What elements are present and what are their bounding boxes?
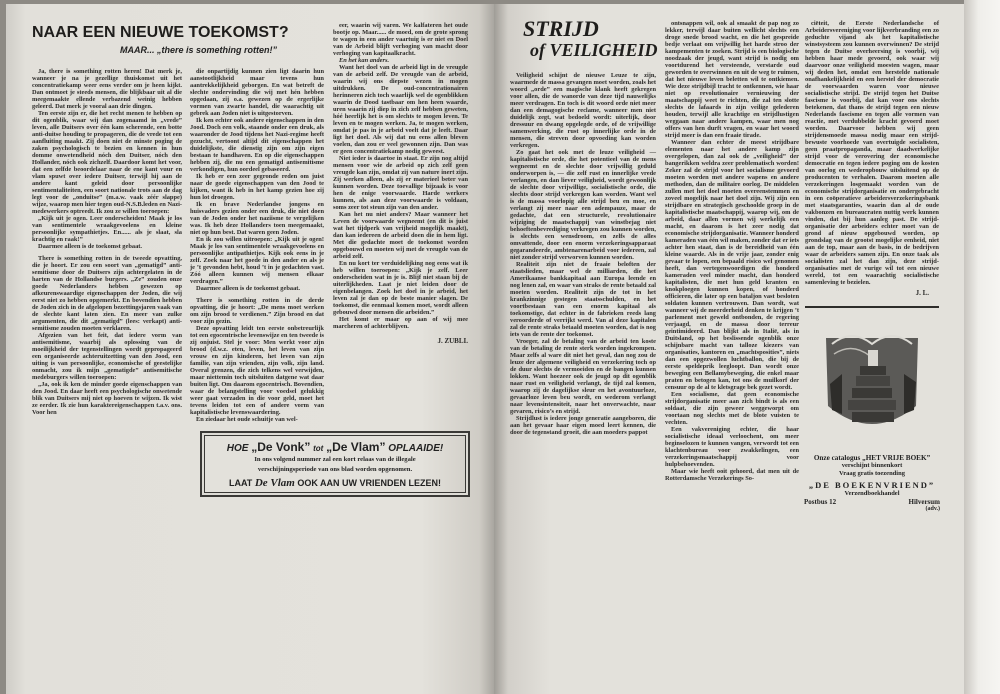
paragraph: Daarmee alleen is de toekomst gebaat. (196, 285, 301, 292)
right-column-3-block (805, 20, 939, 512)
right-column-2 (665, 20, 799, 482)
right-column-1 (510, 72, 656, 436)
ad-footer-logo: De Vlam (254, 477, 295, 489)
ad-heading-text: OPLAAIDE! (388, 443, 444, 454)
right-column-3 (805, 20, 939, 286)
article-title-line-1: STRIJD (523, 16, 599, 41)
paragraph: Ik ken echter ook andere eigenschappen in den Jood. Doch een volk, staande onder een druk, als waaronder de Jood tijdens het Nazi-regime heeft gezucht, vertoont altijd dít eigenschappen het duidelijkste, die dienstig zijn om zijn eigen bestaan te handhaven. En op die eigenschappen hebben zij, die nu een gematigd antisemitisme verkondigen, hun oordeel gebaseerd. (190, 117, 324, 173)
ad-heading-text: tot (313, 444, 324, 453)
left-column-row (190, 22, 468, 423)
paragraph: Een vakvereniging echter, die haar socialistische ideaal verloochent, om meer beginselozen te kunnen vangen, verwordt tot een klachtenbureau voor zwakkelingen, een verzekeringsmaatschappij voor hulpbehoevenden. (665, 426, 799, 468)
paragraph: Vroeger, zal de betaling van de arbeid ten koste van de betaling de rente sterk worden ingekrompen. Maar zelfs al ware dit niet het geval, dan nog zou de leuze der algemene veiligheid en verzekering toch op de duur slechts de vermoeiden en de bangen kunnen lokken. Want hoezeer ook de jeugd op dit ogenblik naar rust en veiligheid verlangt, de tijd zal komen, waarop zij de dagelijkse sleur en het avontuurloze, gevaarloze leven beu wordt, en wederom verlangt naar levensintensiteit, naar het onverwachte, naar gevaren, risico’s en strijd. (510, 338, 656, 415)
stacked-books-icon (812, 314, 932, 444)
shop-type: Verzendboekhandel (844, 490, 900, 497)
ad-heading-text: HOE (226, 443, 249, 454)
paragraph: Niet ieder is daartoe in staat. Er zijn nog altijd mensen voor wie de arbeid op zich zelf geen vreugde kan zijn, omdat zij van nature inert zijn. Zij werken alleen, als zij er materieel beter van kunnen worden. Deze toevallige bijzaak is voor hen de enige voorwaarde. Harde werkers kunnen, als aan deze voorwaarde is voldaan, soms zeer tot steun zijn van den ander. (333, 155, 468, 211)
paragraph: Ja, there is something rotten heren! Dat merk je, wanneer je na je gezellige thuiskomst uit het concentratiekamp weer eens verder om je heen kijkt. Dan ontmoet je steeds mensen, die blijkbaar uit al die meegemaakte ellende verbazend weinig hebben geleerd. Dat merk je vooral aan drie dingen. (32, 68, 182, 110)
catalogue-title: Onze catalogus „HET VRIJE BOEK” (813, 454, 931, 462)
paragraph: Afgezien van het feit, dat iedere vorm van antisemitisme, waarbij als oplossing van de moeilijkheid der tegenstellingen wordt gepropageerd een organiseerde achteruitzetting van den Jood, een uiting is van persoonlijke, economische of geestelijke onmacht, zou ik mijn „gematigde” antisemitische medeburgers willen toeroepen: (32, 332, 182, 381)
page-edge (964, 0, 1000, 694)
paragraph: Een socialisme, dat geen economische strijdorganisatie meer aan zich bindt is als een soldaat, die zijn geweer weggeworpt om voortaan nog slechts met de blote vuisten te vechten. (665, 391, 799, 426)
paragraph: There is something rotten in de derde opvatting, die je hoort: „De mens moet werken om zijn brood te verdienen.” Zijn brood en dat voor zijn gezin. (190, 297, 324, 325)
paragraph: Deze opvatting leidt ten eerste onbetreurlijk tot een egocentrische levenswijze en ten tweede is zij onjuist. Stel je voor: Men werkt voor zijn brood (d.w.z. eten, leven, het leven van zijn vrouw en zijn kinderen, het leven van zijn familie, van zijn vrienden, zijn volk, zijn land. Overal grenzen, die zich telkens wel verwijden, maar niettemin toch uitsluiten datgene wat daar buiten ligt. Om daarom egocentrisch. Bovendien, waar de belangstelling voor voedsel gelukkig weer gaat verzaden in die voor geld, moet het tevens leiden tot een of andere vorm van kapitalistische levenswaardering. (190, 325, 324, 416)
paragraph: En ik zou willen uitroepen: „Kijk uit je ogen! Maak je los van sentimentele wraakgevoelens en persoonlijke antipathietjes. Kijk ook eens in je zelf. Zoek naar het goede in den ander en als je je ’t gevonden hebt, houd ’t in je gedachten vast. Zóó alleen kunnen wij mensen elkaar verdragen.” (190, 236, 324, 285)
ad-heading (202, 440, 468, 454)
request-note: Vraag gratis toezending (839, 470, 905, 477)
paragraph: Ik en brave Nederlandse jongens en huisvaders gezien onder een druk, die niet doen van de Joden onder het naziisme te vergelijken was. Ik heb deze Hollanders toen meegemaakt, niet op hun best. Dat waren geen Joden. (190, 201, 324, 236)
ad-footer (202, 477, 468, 489)
paragraph: Maar wie heeft ooit gehoord, dat men uit de Rotterdamsche Verzekerings So- (665, 468, 799, 482)
ad-name-de-vlam: „De Vlam” (326, 440, 386, 454)
advertisement-de-vlam (200, 431, 470, 497)
paragraph: ontsnappen wil, ook al smaakt de pap nog zo lekker, terwijl daar buiten wellicht slechts een droge snede brood wacht, en die het gespreide bedje verlaat om vrijwillig het harde stroo der kampementen te zoeken. Strijd is een biologische noodzaak der jeugd, want strijd is nodig om voortdurend het versteende, verstarde oud geworden te overwinnen en uit de weg te ruimen, dat het nieuwe leven beletten wil te ontkiemen. Wie deze strijdbijl tracht te ontkennen, wie haar niet op revolutionaire vernieuwing der maatschappij weet te richten, die zal ten slotte slechts de lafaards in zijn veilige gelederen houden, terwijl alle krachtige en strijdlustigen weggaan naar andere kampen, waar men nog offers van hen durft vragen, en waar het woord strijd meer is dan een fraaie tirade. (665, 20, 799, 139)
catalogue-note: verschijnt binnenkort (841, 462, 903, 469)
advertisement-label: (adv.) (925, 506, 940, 512)
paragraph: Zo gaat het ook met de leuze veiligheid — kapitalistische orde, die het potentieel van de mens wegneemt en de slechte door vrijwillig geduld onderworpen is, — die zelf rust en innerlijke vrede verlangen, en dan liever veiligheid, wordt gewoonlijk de slechte door vrijwillige, socialistische orde, die slechts door strijd verkregen kan worden. Want wel is de massa voorlopig alle strijd beu en moe, en verlangt zij meer naar een adempauze, maar de gedachte, dat een structurele, revolutionaire wijziging de maatschappij van winstbejag niet behoeftenbevrediging verkregen zou kunnen worden, is slechts een wensdroom, en zelfs de alles omvattende, door een enorm verzekeringsapparaat gegarandeerde, ambtenarenarbeid voor iedereen, zal niet zonder strijd verworven kunnen worden. (510, 149, 656, 261)
left-column-3-wrap (333, 22, 468, 346)
paragraph: die onpartijdig kunnen zien ligt daarin hun aanstootlijkheid maar tevens hun aantrekkelijkheid geborgen. En wat betreft de slechte ondervinding die wij met hén hebben opgedaan, zij o.a. gewezen op de ergerlijke vormen van zwarte handel, die waarachtig uit gebrek aan Joden niet is uitgestorven. (190, 68, 324, 117)
ad-footer-text: OOK AAN UW VRIENDEN LEZEN! (297, 478, 442, 488)
paragraph: En ziedaar het oude schuitje van wel- (196, 416, 298, 423)
left-column-2 (190, 68, 324, 423)
postbox: Postbus 12 (804, 498, 837, 506)
paragraph: Daarmee alleen is de toekomst gebaat. (38, 243, 143, 250)
ad-footer-text: LAAT (228, 478, 253, 488)
address-row (802, 498, 942, 506)
paragraph: There is something rotten in de tweede opvatting, die je hoort. Er zou een soort van „gematigd” anti-semitisme door de Duitsers zijn achtergelaten in de harten van de Hollandse burgers. „Ze” zouden onze goede Nederlanders hebben gewezen op afkeurenswaardige eigenschappen der Joden, die wij eerst niet zo hebben opgemerkt. En bovendien hebben de Joden zich in de afgelopen bezettingsjaren vaak van de slechte kant laten zien. En meer van zulke argumenten, die dit „gematigd” (lees: verkapt) anti-semitisme zouden moeten verklaren. (32, 255, 182, 332)
paragraph: Ten eerste zijn er, die het recht menen te hebben op dit ogenblik, waar wij dan zogenaamd in „vrede” leven, alle Duitsers over één kam scherende, een botte anti-duitse houding te propageren, die de vrede tot een aanfluiting maakt. Zij doen niet de minste poging de zaken psychologisch te bezien en kennen in hun domme onwetendheid nóch den Duitser, nóch den Hollander, nóch ook zichzelf. Daardoor komt het voor, dat een zelfde beoordelaar naar de ene kant vuur en vlam spuwt over iedere Duitser, terwijl hij aan de andere kant geleid door persoonlijke sentimentaliteiten, een soort nationale trots aan de dag legt voor de „onduitse” (m.a.w. vaak zéér slappe) wijze, waarop men hier tegen oud-N.S.B.leden en Nazi-medewerkers optreedt. Ik zou ze willen toeroepen: (32, 110, 182, 215)
paragraph: Strijdlust is iedere jonge generatie aangeboren, die aan het gevaar haar eigen moed leert kennen, die door de tegenstand groeit, die aan moeders pappot (510, 415, 656, 436)
advertisement-boekenvriend (802, 314, 942, 512)
paragraph: Want het doel van de arbeid ligt in de vreugde van de arbeid zelf. De vreugde van de arbeid, waarin wij ons diepste wezen in mogen uitdrukken. De oud-concentrationairen herinneren zich toch waarlijk wel de ogenblikken waarin de Dood tastbaar om hen heen waarde, uren waarin zij diep in zich zelf hebben geweten, hóé heerlijk het is om slechts te mogen leven. Te leven en te mogen werken. Ja, te mogen werken, omdat je pas in je arbeid voelt dat je leeft. Daar ligt het doel. Als wij dat nu eens allen bleven voelen, dan zou er veel gewonnen zijn. Dan was er geen concentratiekamp nodig geweest. (333, 64, 468, 155)
ad-body-line: In ons volgend nummer zal een kort relaas van de illegale (254, 456, 416, 463)
paragraph: eer, waarin wij varen. We kalfateren het oude bootje op. Maar...... de moed, om de grote sprong te wagen in een ander vaartuig is er niet en Doel van de Arbeid blijft verhoging van macht door verhoging van kapitaalkracht. (333, 22, 468, 57)
paragraph: „Kijk uit je ogen. Leer onderscheiden! Maak je los van sentimentele wraakgevoelens en kleine persoonlijke sympathietjes. En...... als je slaat, sla krachtig en raak!” (32, 215, 182, 243)
divider (805, 306, 939, 308)
author-signature: J. ZUBLI. (437, 337, 468, 345)
paragraph: En nu kort ter verduidelijking nog eens wat ik heb willen toeroepen: „Kijk je zelf. Leer onderscheiden wat in je is. Blijf niet staan bij de uiterlijkheden. Laat je niet leiden door de eigenbelangen. Zoek het doel in je arbeid, het leven zal je dan op de beste manier slagen. De toekomst, die eenmaal komen moet, wordt alleen gebouwd door mensen die arbeiden.” (333, 260, 468, 316)
paragraph: Ik heb er een zeer gegronde reden om juist naar de goede eigenschappen van den Jood te kijken, want ik heb in het kamp gezien hoe zij hun lot droegen. (190, 173, 324, 201)
ad-name-de-vonk: „De Vonk” (251, 440, 311, 454)
paragraph: Realiteit zijn niet de fraaie beloften der staatslieden, maar wel de milliarden, die het Amerikaanse bankkapitaal aan Europa leende en nog lenen zal, en waar van straks de rente betaald zal moeten worden. Realiteit zijn de tot in het krankzinnige gestegen staatsschulden, en het voortbestaan van een enorm kapitaal als toekomstige, dat echter in de fabrieken reeds lang veroorderde of verrijkt werd. Van al deze kapitalen zal de rente straks betaald moeten worden, dat is nog iets van de rente der toekomst. (510, 261, 656, 338)
left-column-1 (32, 68, 182, 416)
paragraph: Het komt er maar op aan of wij mee marcheren of achterblijven. (333, 316, 468, 330)
article-subtitle: MAAR... „there is something rotten!” (120, 45, 278, 55)
paragraph: ciëteit, de Eerste Nederlandsche of Arbeidersvereniging voor lijkverbranding een zo geduchte vijand als het kapitalistische winstsysteem zou kunnen overwinnen? De strijd tegen de Duitse overheersing is voorbij, wij hebben haar mede gevoerd, ook waar wij daarvoor onze veiligheid moesten wagen, maar wij deden het, omdat een herstelde nationale onafhankelijkheid en een herstel der democratie de voorwaarden waren voor nieuwe socialistische strijd. De strijd tegen het Duitse fascisme is voorbij, dat kan voor ons slechts betekenen, dat thans de strijd tegen een nieuw Nederlands fascisme en tegen alle vormen van reactie, met verdubbelde kracht gevoerd moet worden. Daarvoor hebben wij geen strijdensmoede massa nodig maar een strijd-bewuste voorhoede van overtuigde socialisten, geen praatpropaganda, maar daadwerkelijke strijd voor de verovering der economische democratie en tegen iedere poging om de kosten van oorlog en wederopbouw uitsluitend op de producenten te verhalen. Daarom moeten alle verzekeringen losgemaakt worden van de economische strijdorganisatie en ondergebracht in een coöperatieve arbeidersverzekeringsbank met staatsgaranties, waarin dan al de oude vakbonzen en bureaucraten nuttig werk kunnen vinden, dat bij hun aanleg past. De strijd-organisatie der arbeiders echter moet van de grond af nieuw opgebouwd worden, op grondslag van de grootst mogelijke eenheid, niet aan de top, maar aan de basis, in de bedrijven waar de arbeiders samen zijn. En onze taak als socialisten zal het dan zijn, deze strijd-organisaties met de vurige wil tot een nieuwe wereld, tot een waarachtig socialistische samenleving te bezielen. (805, 20, 939, 286)
paragraph: Wanneer dan echter de meest strijdbare elementen naar het andere kamp zijn overgelopen, dan zal ook de „veiligheid” der bangerikken weldra zeer problematisch worden! Zeker zal de strijd voor het socialisme gevoerd moeten worden met andere wapens en andere methoden, dan de militaire oorlog. De middelen zullen met het doel moeten overeenstemmen en zoveel mogelijk naar het doel zijn. Wij zijn een strijdbare en strategisch geschoolde groep in de kapitalistische maatschappij, waarop wij, om de arbeid, daar allen vormen wij werkelijk een macht, en daarom is het zeer nodig dat economische strijdorganisatie. Wanneer honderd kameraden van één wil maken, zonder dat er iets achter hen staat, dan is de bereidheid van één kleine waarde. Als in de vrije jaar, zonder enig gevaar te lopen, een bepaald risico wel genomen heeft, dan vertegenwoordigen die honderd kameraden veel minder macht, dan honderd kapitalisten, die met hun geld kranten en knokploegen kunnen kopen, of honderd officieren, die later op een bataljon vast besloten soldaten kunnen vertrouwen. Dan wordt, wat wanneer wij de meerderheid denken te krijgen ’t parlement met geweld ontbonden, de regering verjaagd, en de massa door terreur geintimideerd. Dan blijkt als in Italië, als in Duitsland, op het beslissende ogenblik onze schijnbare macht van talloze kiezers van organisaties, kantoren en „machtsposities”, niets dan een opgezwollen luchtballon, die bij de eerste speldeprik leegloopt. Dan wordt onze beweging een Bellamybeweging, die enkel maar praten en betogen kan, tot ons de muilkorf der censuur op de al te kletsgrage bek gezet wordt. (665, 139, 799, 391)
left-column-3 (333, 22, 468, 330)
paragraph: Kan het nu niet anders? Maar wanneer het Leven de voorwaarde wegneemt (en dit is juist wat het tijdperk van vrijheid mogelijk maakt), dan kan iedereen de arbeid doen die in hem ligt. Met die gedachte moet de toekomst worden opgebouwd en moeten wij met de vreugde van de arbeid zelf. (333, 211, 468, 260)
shop-name: „DE BOEKENVRIEND” (808, 480, 936, 490)
article-title-line-2: of VEILIGHEID (530, 40, 658, 60)
paragraph: Veiligheid schijnt de nieuwe Leuze te zijn, waarmede de massa gevangen moet worden, zoals het woord „orde” een magische klank heeft gekregen voor allen, die de wanorde van deze tijd nauwelijks meer verdragen. En toch is dit woord orde niet meer dan een demagogische reclame, wanneer men niet duidelijk zegt, wat bedoeld wordt: uiterlijk, door dressuur en dwang opgelegde orde, of de vrijwillige samenwerking, die rust op innerlijke orde in de mensen, die streven door opvoeding kan worden verkregen. (510, 72, 656, 149)
paragraph: „Ja, ook ik ken de minder goede eigenschappen van den Jood. En daar heeft een psychologische onwetende blik van Duitsers mij niet op hoeven te wijzen. Ik wist ze eerder. Ik zie hun karaktereigenschappen t.a.v. ons. Voor hen (32, 381, 182, 416)
author-signature: J. L. (915, 289, 929, 297)
left-columns-2-3 (190, 22, 468, 497)
city: Hilversum (908, 498, 940, 506)
boekenvriend-logo (812, 314, 932, 444)
paragraph: En het kan anders. (339, 57, 390, 64)
ad-body-line: verschijningsperiode van ons blad worden opgenomen. (257, 466, 413, 473)
article-title: NAAR EEN NIEUWE TOEKOMST? (32, 24, 289, 41)
